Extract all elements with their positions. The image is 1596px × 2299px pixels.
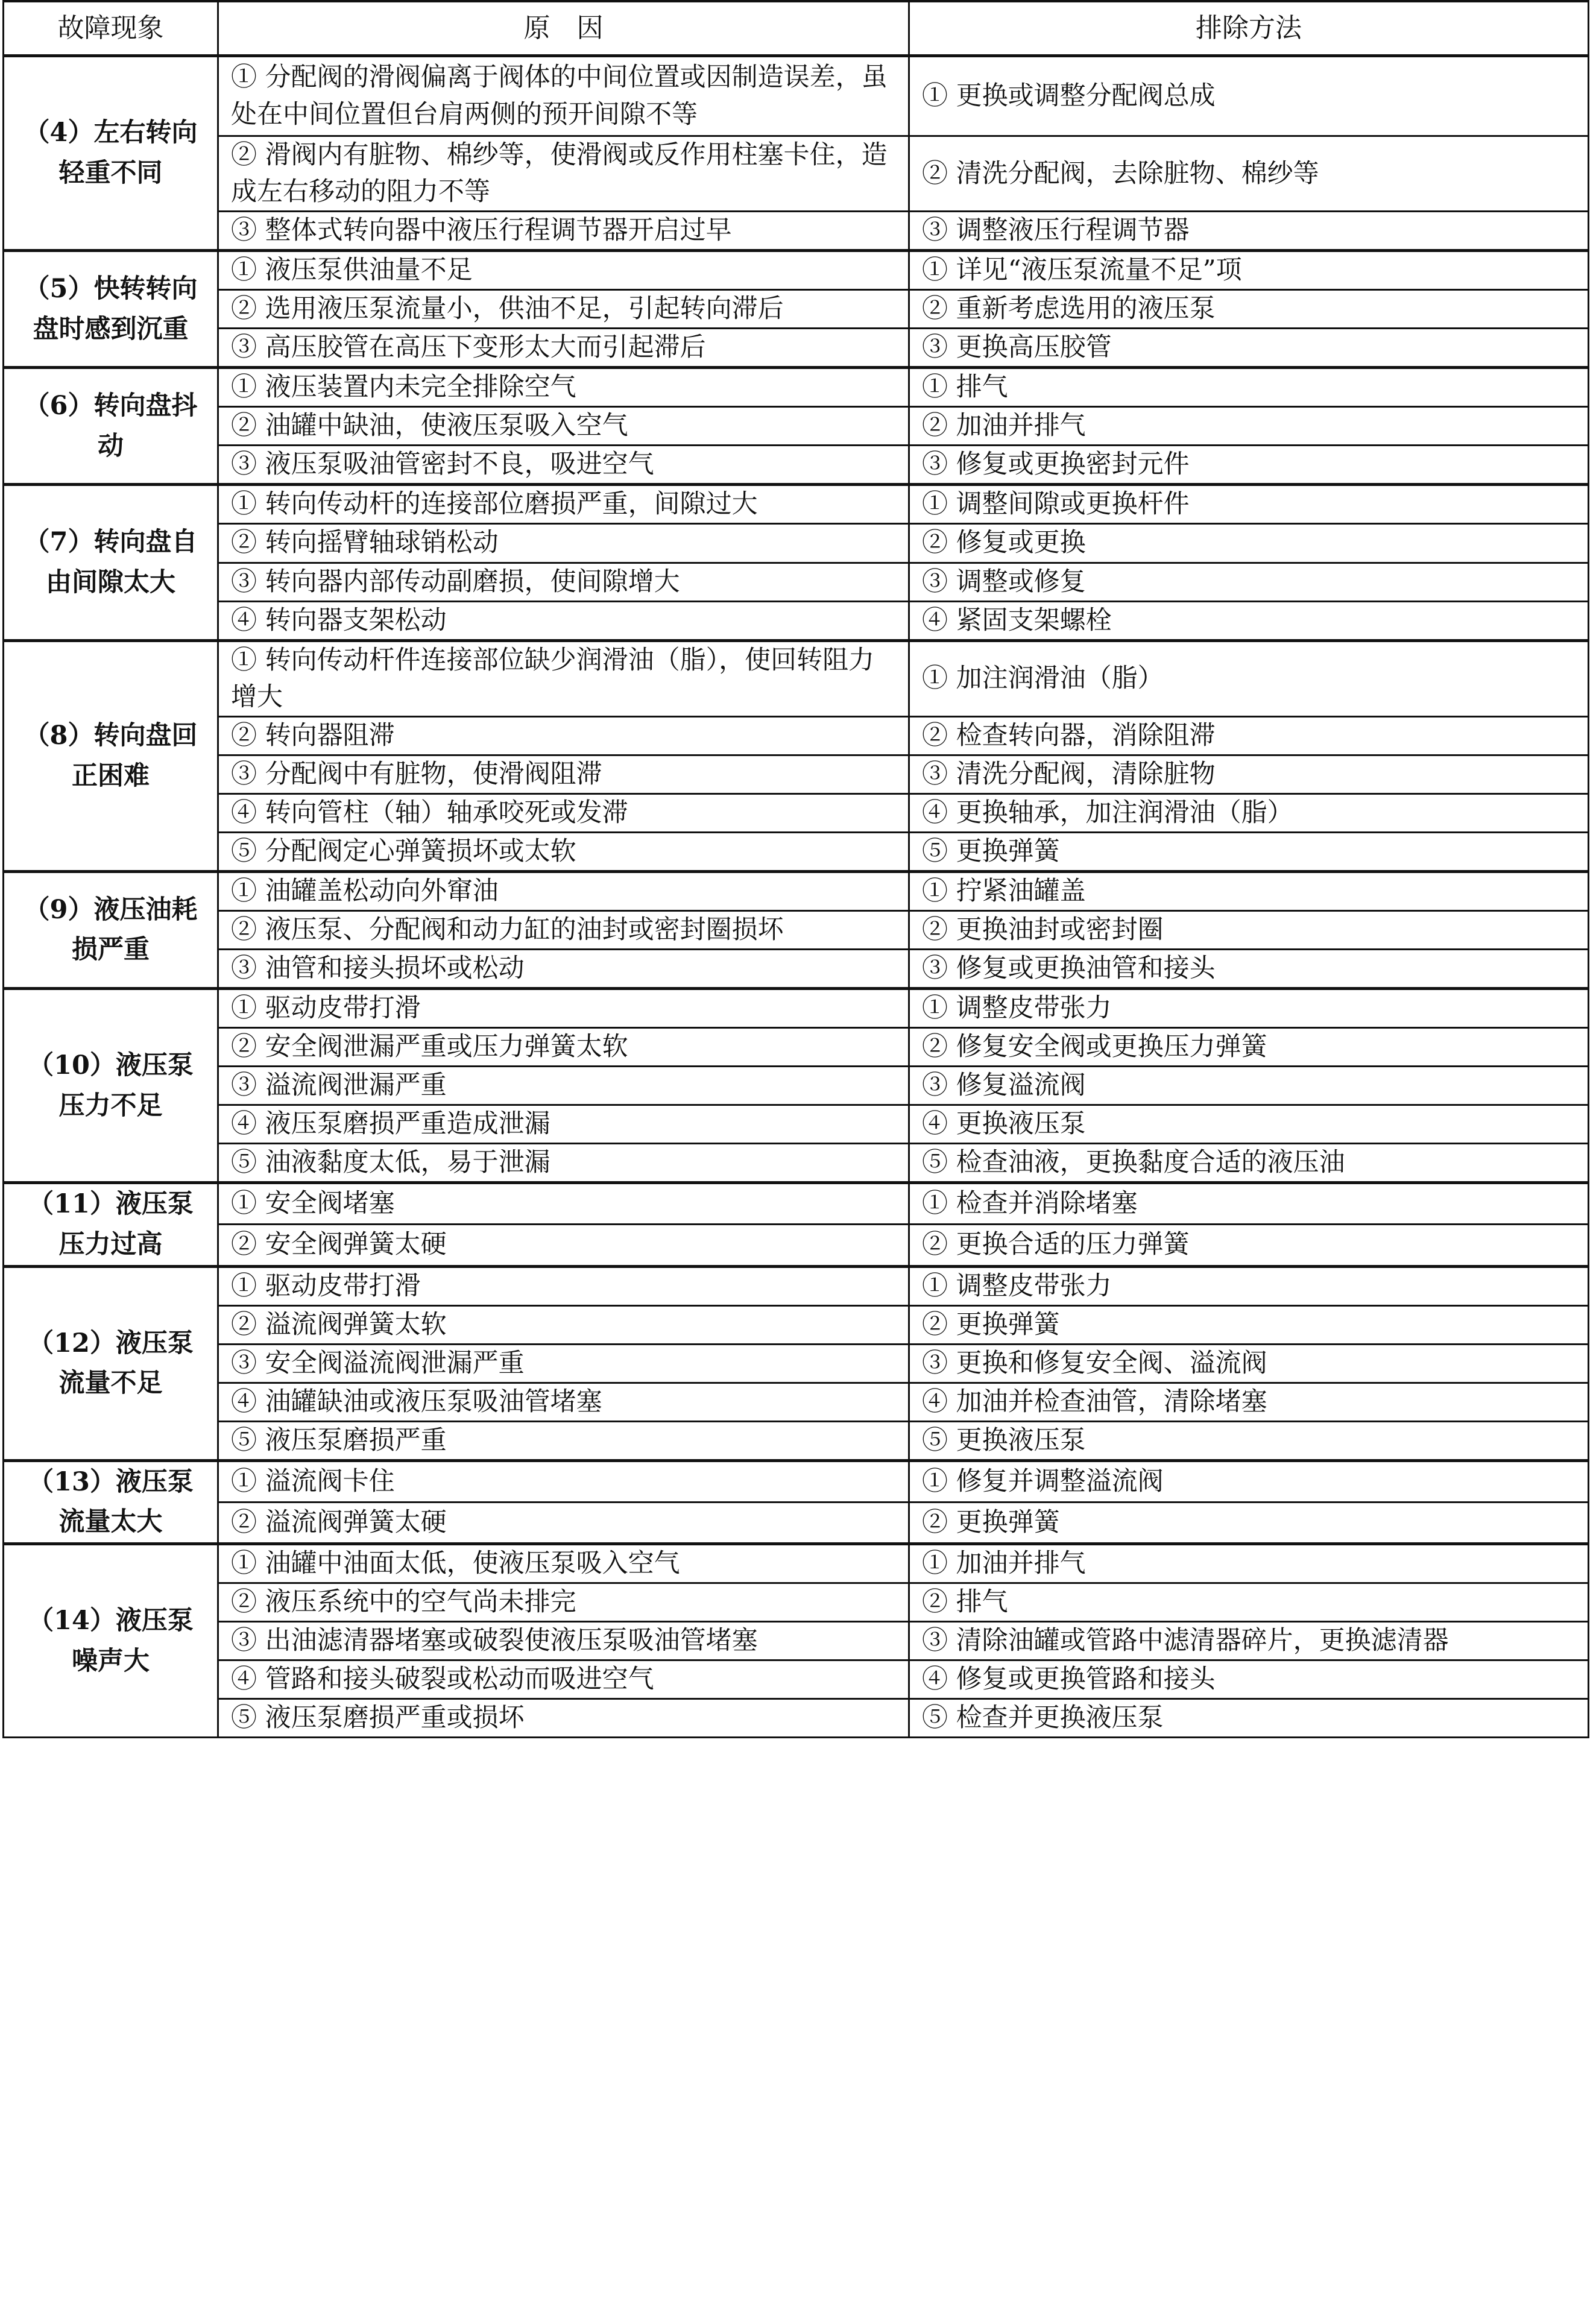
cause-cell: ④ 油罐缺油或液压泵吸油管堵塞 — [218, 1383, 909, 1421]
cause-cell: ② 溢流阀弹簧太软 — [218, 1305, 909, 1344]
symptom-cell: （4）左右转向轻重不同 — [4, 56, 218, 251]
table-row — [4, 1460, 1589, 1502]
fix-cell: ① 更换或调整分配阀总成 — [909, 56, 1589, 136]
fix-cell: ① 详见“液压泵流量不足”项 — [909, 251, 1589, 290]
table-row — [4, 368, 1589, 407]
cause-cell: ① 油罐中油面太低，使液压泵吸入空气 — [218, 1544, 909, 1583]
symptom-cell: （11）液压泵压力过高 — [4, 1183, 218, 1266]
cause-cell: ② 油罐中缺油，使液压泵吸入空气 — [218, 407, 909, 446]
table-row — [4, 1502, 1589, 1544]
cause-cell: ② 选用液压泵流量小，供油不足，引起转向滞后 — [218, 290, 909, 329]
fix-cell: ③ 调整或修复 — [909, 563, 1589, 601]
fix-cell: ③ 修复溢流阀 — [909, 1067, 1589, 1105]
table-row — [4, 1144, 1589, 1183]
table-row — [4, 407, 1589, 446]
cause-cell: ② 安全阀泄漏严重或压力弹簧太软 — [218, 1028, 909, 1067]
fix-cell: ③ 清洗分配阀，清除脏物 — [909, 755, 1589, 793]
cause-cell: ① 转向传动杆件连接部位缺少润滑油（脂），使回转阻力增大 — [218, 640, 909, 716]
symptom-cell: （5）快转转向盘时感到沉重 — [4, 251, 218, 368]
fix-cell: ② 修复安全阀或更换压力弹簧 — [909, 1028, 1589, 1067]
cause-cell: ② 安全阀弹簧太硬 — [218, 1225, 909, 1266]
table-row — [4, 524, 1589, 563]
fix-cell: ② 更换弹簧 — [909, 1305, 1589, 1344]
cause-cell: ① 液压装置内未完全排除空气 — [218, 368, 909, 407]
cause-cell: ③ 液压泵吸油管密封不良，吸进空气 — [218, 446, 909, 485]
cause-cell: ① 液压泵供油量不足 — [218, 251, 909, 290]
fix-cell: ② 加油并排气 — [909, 407, 1589, 446]
table-row — [4, 601, 1589, 640]
cause-cell: ⑤ 油液黏度太低，易于泄漏 — [218, 1144, 909, 1183]
table-row — [4, 1266, 1589, 1305]
cause-cell: ① 溢流阀卡住 — [218, 1460, 909, 1502]
header-fix: 排除方法 — [909, 1, 1589, 56]
fix-cell: ⑤ 更换弹簧 — [909, 832, 1589, 871]
fix-cell: ① 排气 — [909, 368, 1589, 407]
table-row — [4, 446, 1589, 485]
cause-cell: ⑤ 液压泵磨损严重 — [218, 1421, 909, 1460]
fix-cell: ④ 更换轴承，加注润滑油（脂） — [909, 793, 1589, 832]
fix-cell: ④ 加油并检查油管，清除堵塞 — [909, 1383, 1589, 1421]
table-row — [4, 949, 1589, 988]
fix-cell: ③ 修复或更换密封元件 — [909, 446, 1589, 485]
fix-cell: ① 调整皮带张力 — [909, 989, 1589, 1028]
cause-cell: ② 转向器阻滞 — [218, 716, 909, 755]
cause-cell: ③ 溢流阀泄漏严重 — [218, 1067, 909, 1105]
table-row — [4, 1067, 1589, 1105]
fix-cell: ② 检查转向器，消除阻滞 — [909, 716, 1589, 755]
fix-cell: ① 检查并消除堵塞 — [909, 1183, 1589, 1225]
fix-cell: ③ 更换高压胶管 — [909, 329, 1589, 368]
cause-cell: ② 溢流阀弹簧太硬 — [218, 1502, 909, 1544]
fix-cell: ③ 修复或更换油管和接头 — [909, 949, 1589, 988]
symptom-cell: （7）转向盘自由间隙太大 — [4, 485, 218, 640]
table-row — [4, 1622, 1589, 1660]
table-row — [4, 793, 1589, 832]
cause-cell: ⑤ 液压泵磨损严重或损坏 — [218, 1699, 909, 1738]
header-symptom: 故障现象 — [4, 1, 218, 56]
cause-cell: ② 液压系统中的空气尚未排完 — [218, 1583, 909, 1622]
cause-cell: ⑤ 分配阀定心弹簧损坏或太软 — [218, 832, 909, 871]
table-header-row — [4, 1, 1589, 56]
table-row — [4, 485, 1589, 524]
cause-cell: ④ 转向管柱（轴）轴承咬死或发滞 — [218, 793, 909, 832]
table-row — [4, 1383, 1589, 1421]
fix-cell: ① 调整间隙或更换杆件 — [909, 485, 1589, 524]
fix-cell: ① 加注润滑油（脂） — [909, 640, 1589, 716]
table-row — [4, 251, 1589, 290]
table-row — [4, 716, 1589, 755]
table-row — [4, 212, 1589, 251]
cause-cell: ③ 整体式转向器中液压行程调节器开启过早 — [218, 212, 909, 251]
fix-cell: ⑤ 检查油液，更换黏度合适的液压油 — [909, 1144, 1589, 1183]
fix-cell: ② 排气 — [909, 1583, 1589, 1622]
cause-cell: ① 安全阀堵塞 — [218, 1183, 909, 1225]
cause-cell: ① 驱动皮带打滑 — [218, 989, 909, 1028]
fix-cell: ③ 清除油罐或管路中滤清器碎片，更换滤清器 — [909, 1622, 1589, 1660]
fix-cell: ② 更换合适的压力弹簧 — [909, 1225, 1589, 1266]
table-row — [4, 910, 1589, 949]
table-row — [4, 1421, 1589, 1460]
fix-cell: ⑤ 检查并更换液压泵 — [909, 1699, 1589, 1738]
table-row — [4, 1583, 1589, 1622]
cause-cell: ③ 安全阀溢流阀泄漏严重 — [218, 1344, 909, 1383]
table-row — [4, 563, 1589, 601]
table-row — [4, 1105, 1589, 1144]
table-row — [4, 1183, 1589, 1225]
symptom-cell: （9）液压油耗损严重 — [4, 871, 218, 988]
table-row — [4, 1660, 1589, 1699]
table-row — [4, 989, 1589, 1028]
table-row — [4, 755, 1589, 793]
cause-cell: ① 油罐盖松动向外窜油 — [218, 871, 909, 910]
cause-cell: ④ 管路和接头破裂或松动而吸进空气 — [218, 1660, 909, 1699]
table-row — [4, 1544, 1589, 1583]
table-row — [4, 290, 1589, 329]
fix-cell: ③ 更换和修复安全阀、溢流阀 — [909, 1344, 1589, 1383]
fix-cell: ② 重新考虑选用的液压泵 — [909, 290, 1589, 329]
symptom-cell: （12）液压泵流量不足 — [4, 1266, 218, 1460]
cause-cell: ④ 转向器支架松动 — [218, 601, 909, 640]
fix-cell: ④ 更换液压泵 — [909, 1105, 1589, 1144]
fix-cell: ① 拧紧油罐盖 — [909, 871, 1589, 910]
table-row — [4, 832, 1589, 871]
symptom-cell: （10）液压泵压力不足 — [4, 989, 218, 1183]
cause-cell: ② 转向摇臂轴球销松动 — [218, 524, 909, 563]
fix-cell: ② 修复或更换 — [909, 524, 1589, 563]
fix-cell: ① 调整皮带张力 — [909, 1266, 1589, 1305]
cause-cell: ① 分配阀的滑阀偏离于阀体的中间位置或因制造误差，虽处在中间位置但台肩两侧的预开间隙不等 — [218, 56, 909, 136]
cause-cell: ③ 转向器内部传动副磨损，使间隙增大 — [218, 563, 909, 601]
cause-cell: ③ 出油滤清器堵塞或破裂使液压泵吸油管堵塞 — [218, 1622, 909, 1660]
cause-cell: ③ 油管和接头损坏或松动 — [218, 949, 909, 988]
fix-cell: ④ 紧固支架螺栓 — [909, 601, 1589, 640]
cause-cell: ③ 分配阀中有脏物，使滑阀阻滞 — [218, 755, 909, 793]
cause-cell: ④ 液压泵磨损严重造成泄漏 — [218, 1105, 909, 1144]
fix-cell: ② 更换弹簧 — [909, 1502, 1589, 1544]
symptom-cell: （13）液压泵流量太大 — [4, 1460, 218, 1544]
fix-cell: ① 加油并排气 — [909, 1544, 1589, 1583]
fix-cell: ② 清洗分配阀，去除脏物、棉纱等 — [909, 136, 1589, 212]
table-row — [4, 640, 1589, 716]
fix-cell: ④ 修复或更换管路和接头 — [909, 1660, 1589, 1699]
table-row — [4, 136, 1589, 212]
table-row — [4, 1344, 1589, 1383]
symptom-cell: （6）转向盘抖动 — [4, 368, 218, 485]
fault-table — [2, 0, 1589, 1738]
fix-cell: ⑤ 更换液压泵 — [909, 1421, 1589, 1460]
fix-cell: ② 更换油封或密封圈 — [909, 910, 1589, 949]
table-body — [4, 56, 1589, 1738]
symptom-cell: （14）液压泵噪声大 — [4, 1544, 218, 1738]
fix-cell: ③ 调整液压行程调节器 — [909, 212, 1589, 251]
table-row — [4, 871, 1589, 910]
symptom-cell: （8）转向盘回正困难 — [4, 640, 218, 871]
cause-cell: ① 转向传动杆的连接部位磨损严重，间隙过大 — [218, 485, 909, 524]
cause-cell: ② 液压泵、分配阀和动力缸的油封或密封圈损坏 — [218, 910, 909, 949]
header-cause: 原 因 — [218, 1, 909, 56]
fix-cell: ① 修复并调整溢流阀 — [909, 1460, 1589, 1502]
table-row — [4, 1305, 1589, 1344]
table-row — [4, 56, 1589, 136]
table-row — [4, 329, 1589, 368]
table-row — [4, 1225, 1589, 1266]
cause-cell: ① 驱动皮带打滑 — [218, 1266, 909, 1305]
cause-cell: ② 滑阀内有脏物、棉纱等，使滑阀或反作用柱塞卡住，造成左右移动的阻力不等 — [218, 136, 909, 212]
cause-cell: ③ 高压胶管在高压下变形太大而引起滞后 — [218, 329, 909, 368]
table-row — [4, 1699, 1589, 1738]
table-row — [4, 1028, 1589, 1067]
